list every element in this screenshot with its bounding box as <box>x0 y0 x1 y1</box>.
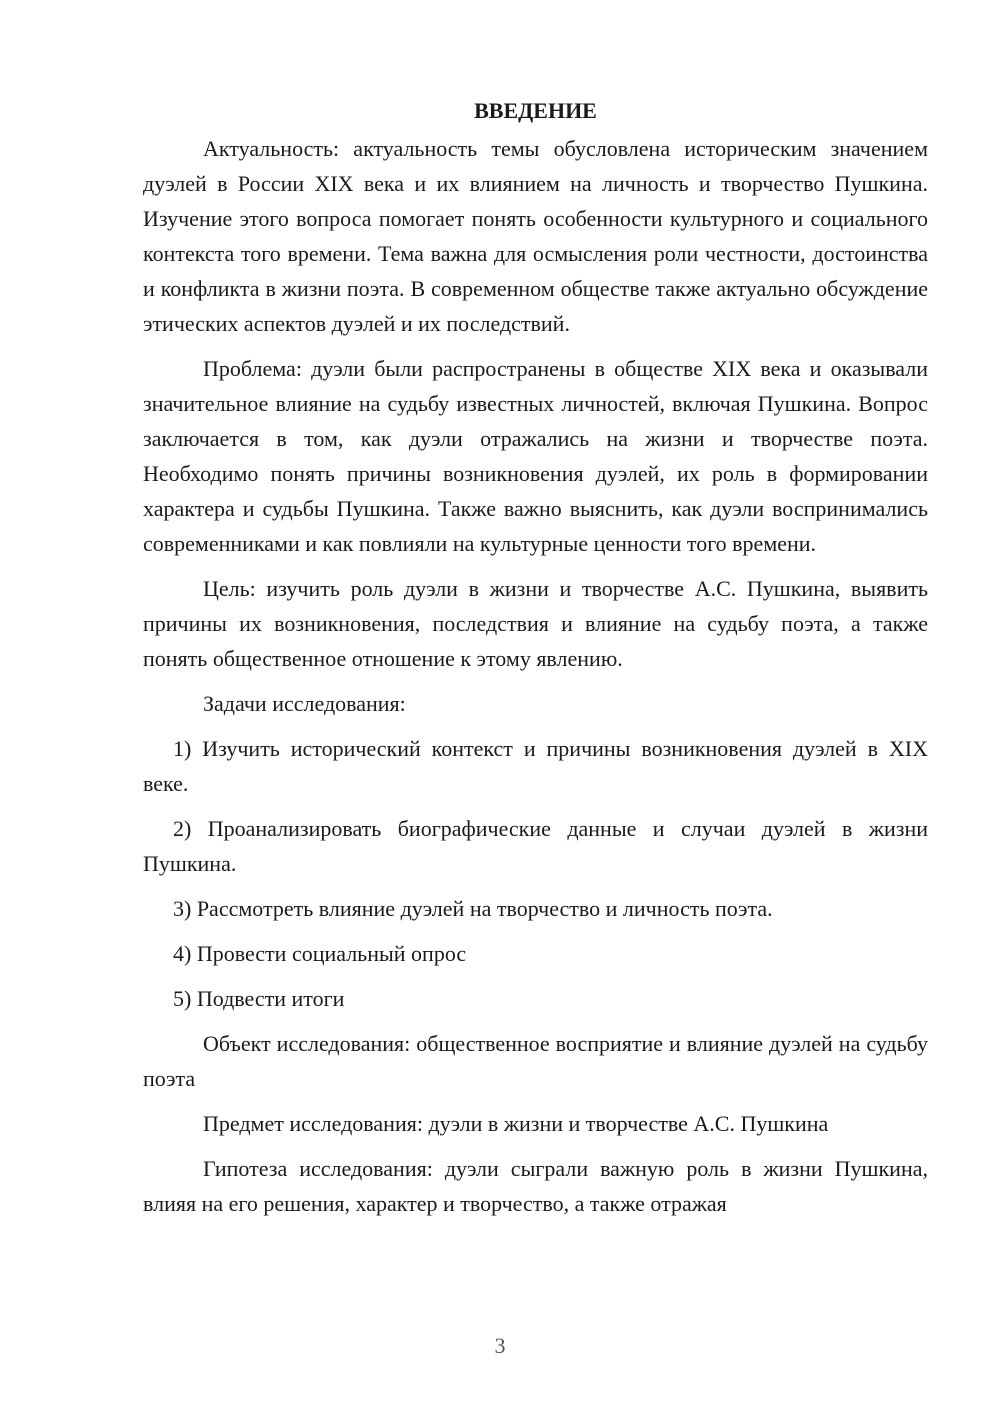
paragraph-object: Объект исследования: общественное восприятие и влияние дуэлей на судьбу поэта <box>143 1031 928 1091</box>
section-title: ВВЕДЕНИЕ <box>474 98 597 123</box>
document-page <box>143 94 928 1231</box>
task-item-5: 5) Подвести итоги <box>173 986 345 1011</box>
task-item-4: 4) Провести социальный опрос <box>173 941 467 966</box>
task-item-1: 1) Изучить исторический контекст и причины возникновения дуэлей в XIX веке. <box>143 736 928 796</box>
paragraph-hypothesis: Гипотеза исследования: дуэли сыграли важную роль в жизни Пушкина, влияя на его решения, характер и творчество, а также отражая <box>143 1156 928 1216</box>
task-item-2: 2) Проанализировать биографические данные и случаи дуэлей в жизни Пушкина. <box>143 816 928 876</box>
task-item-3: 3) Рассмотреть влияние дуэлей на творчество и личность поэта. <box>173 896 773 921</box>
page-number: 3 <box>494 1333 506 1358</box>
paragraph-tasks-heading: Задачи исследования: <box>203 691 406 716</box>
paragraph-subject: Предмет исследования: дуэли в жизни и творчестве А.С. Пушкина <box>203 1111 829 1136</box>
paragraph-problem: Проблема: дуэли были распространены в обществе XIX века и оказывали значительное влияние на судьбу известных личностей, включая Пушкина. Вопрос заключается в том, как дуэли отражались на жизни и творчестве поэта. Необходимо понять причины возникновения дуэлей, их роль в формировании характера и судьбы Пушкина. Также важно выяснить, как дуэли воспринимались современниками и как повлияли на культурные ценности того времени. <box>143 356 928 556</box>
paragraph-goal: Цель: изучить роль дуэли в жизни и творчестве А.С. Пушкина, выявить причины их возникновения, последствия и влияние на судьбу поэта, а также понять общественное отношение к этому явлению. <box>143 576 928 671</box>
paragraph-relevance: Актуальность: актуальность темы обусловлена историческим значением дуэлей в России XIX века и их влиянием на личность и творчество Пушкина. Изучение этого вопроса помогает понять особенности культурного и социального контекста того времени. Тема важна для осмысления роли честности, достоинства и конфликта в жизни поэта. В современном обществе также актуально обсуждение этических аспектов дуэлей и их последствий. <box>143 136 928 336</box>
